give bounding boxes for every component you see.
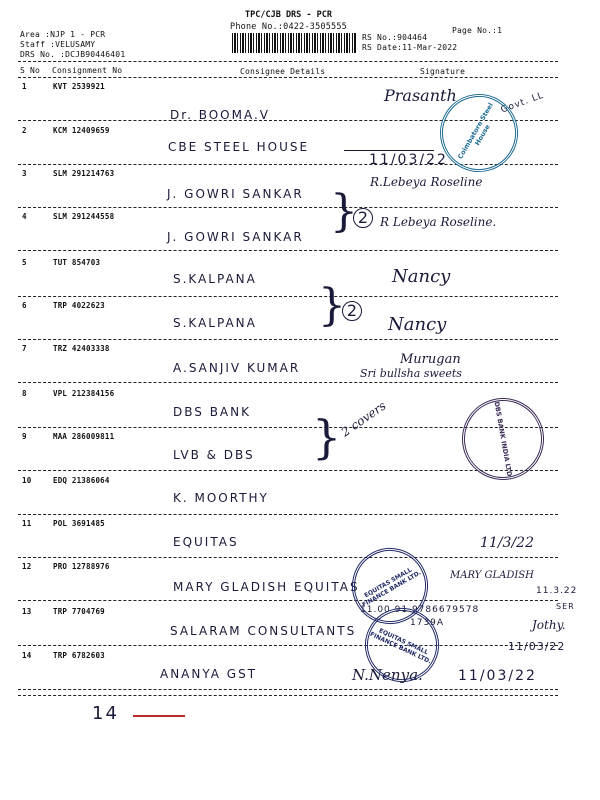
row-consignee: K. MOORTHY <box>173 491 269 505</box>
row-consignee: A.SANJIV KUMAR <box>173 361 301 375</box>
row-sno: 10 <box>22 476 32 485</box>
equitas-stamp: EQUITAS SMALL FINANCE BANK LTD. <box>353 596 451 694</box>
drs-number: DRS No. :DCJB90446401 <box>20 50 126 59</box>
row-consignment-no: TUT 854703 <box>53 258 101 267</box>
row-consignment-no: TRP 4022623 <box>53 301 105 310</box>
row-consignee: J. GOWRI SANKAR <box>167 187 304 201</box>
row-consignee: MARY GLADISH EQUITAS <box>173 580 360 594</box>
row-sno: 6 <box>22 301 27 310</box>
row-divider <box>18 250 558 251</box>
row-signature: Murugan <box>400 352 461 367</box>
annotation-row1-note: Govt. LL <box>499 90 546 116</box>
row-consignee: J. GOWRI SANKAR <box>167 230 304 244</box>
barcode <box>232 33 356 53</box>
row-divider <box>18 382 558 383</box>
annotation-row12-number: 11.00 91 9786679578 <box>360 605 480 615</box>
equitas-stamp: EQUITAS SMALL FINANCE BANK LTD. <box>338 534 442 638</box>
row-divider <box>18 557 558 558</box>
row-sno: 13 <box>22 607 32 616</box>
row-signature: Nancy <box>392 266 451 287</box>
dbs-bank-stamp: DBS BANK INDIA LTD <box>456 392 551 487</box>
row-consignment-no: SLM 291244558 <box>53 212 115 221</box>
row-divider <box>18 296 558 297</box>
row-consignment-no: VPL 212384156 <box>53 389 115 398</box>
area-label: Area :NJP 1 - PCR <box>20 30 106 39</box>
row-sno: 3 <box>22 169 27 178</box>
row-consignee: CBE STEEL HOUSE <box>168 140 310 154</box>
phone-number: Phone No.:0422-3505555 <box>230 22 347 32</box>
row-sno: 4 <box>22 212 27 221</box>
row-consignee: SALARAM CONSULTANTS <box>170 624 357 638</box>
row-consignment-no: TRP 6782603 <box>53 651 105 660</box>
row-consignment-no: PRO 12788976 <box>53 562 110 571</box>
document-title: TPC/CJB DRS - PCR <box>245 10 332 20</box>
row-consignee: S.KALPANA <box>173 316 257 330</box>
row-consignee: DBS BANK <box>173 405 251 419</box>
row-sno: 1 <box>22 82 27 91</box>
row-sno: 11 <box>22 519 32 528</box>
annotation-sri-bullshah: Sri bullsha sweets <box>360 367 462 380</box>
row-signature: Prasanth <box>384 86 457 105</box>
row-divider <box>18 645 558 646</box>
total-underline <box>133 715 185 717</box>
row-consignee: LVB & DBS <box>173 448 255 462</box>
row-signature: R Lebeya Roseline. <box>380 215 497 229</box>
col-sno: S No <box>20 66 41 75</box>
rs-number: RS No.:904464 <box>362 33 428 42</box>
row-signature: 11/3/22 <box>480 535 534 551</box>
annotation-circle-2: 2 <box>342 301 362 321</box>
rs-date: RS Date:11-Mar-2022 <box>362 43 458 52</box>
row-sno: 7 <box>22 344 27 353</box>
row-divider <box>18 514 558 515</box>
row-signature: R.Lebeya Roseline <box>370 175 483 189</box>
row-consignment-no: TRP 7704769 <box>53 607 105 616</box>
row-consignee: S.KALPANA <box>173 272 257 286</box>
divider <box>18 695 558 696</box>
annotation-row13-date: 11/03/22 <box>508 640 566 653</box>
row-signature: Nancy <box>388 314 447 335</box>
staff-label: Staff :VELUSAMY <box>20 40 96 49</box>
col-consignee: Consignee Details <box>240 67 326 76</box>
row-sno: 5 <box>22 258 27 267</box>
divider <box>18 61 558 62</box>
row-consignment-no: EDQ 21386064 <box>53 476 110 485</box>
row-divider <box>18 207 558 208</box>
page-number: Page No.:1 <box>452 26 503 35</box>
row-sno: 14 <box>22 651 32 660</box>
annotation-row12-ser: SER <box>556 602 575 611</box>
signature-line <box>344 150 434 151</box>
col-signature: Signature <box>420 67 466 76</box>
annotation-row14-date: 11/03/22 <box>458 668 537 684</box>
annotation-date: 11/03/22 <box>369 152 448 168</box>
col-consignment: Consignment No <box>52 66 123 75</box>
brace: } <box>312 410 342 464</box>
row-sno: 8 <box>22 389 27 398</box>
annotation-covers: 2 covers <box>338 398 389 440</box>
row-sno: 9 <box>22 432 27 441</box>
annotation-row13-jothy: Jothy. <box>532 618 566 632</box>
annotation-row13-time: 1739A <box>410 618 445 628</box>
annotation-row12-date: 11.3.22 <box>536 586 578 596</box>
row-consignment-no: KVT 2539921 <box>53 82 105 91</box>
row-consignment-no: SLM 291214763 <box>53 169 115 178</box>
row-divider <box>18 339 558 340</box>
divider <box>18 77 558 78</box>
row-divider <box>18 600 558 601</box>
row-signature: MARY GLADISH <box>450 570 534 581</box>
row-sno: 12 <box>22 562 32 571</box>
row-consignee: EQUITAS <box>173 535 239 549</box>
row-consignment-no: MAA 286009811 <box>53 432 115 441</box>
total-count: 14 <box>92 703 119 724</box>
brace: } <box>330 186 358 237</box>
brace: } <box>318 280 346 331</box>
annotation-circle-2: 2 <box>353 208 373 228</box>
row-consignment-no: POL 3691485 <box>53 519 105 528</box>
row-divider <box>18 689 558 690</box>
company-stamp: Coimbatore Steel House <box>426 80 533 187</box>
row-consignee: Dr. BOOMA.V <box>170 108 270 122</box>
row-consignment-no: KCM 12409659 <box>53 126 110 135</box>
row-consignee: ANANYA GST <box>160 667 258 681</box>
row-consignment-no: TRZ 42403338 <box>53 344 110 353</box>
row-signature: N.Nenya. <box>352 666 423 684</box>
row-sno: 2 <box>22 126 27 135</box>
